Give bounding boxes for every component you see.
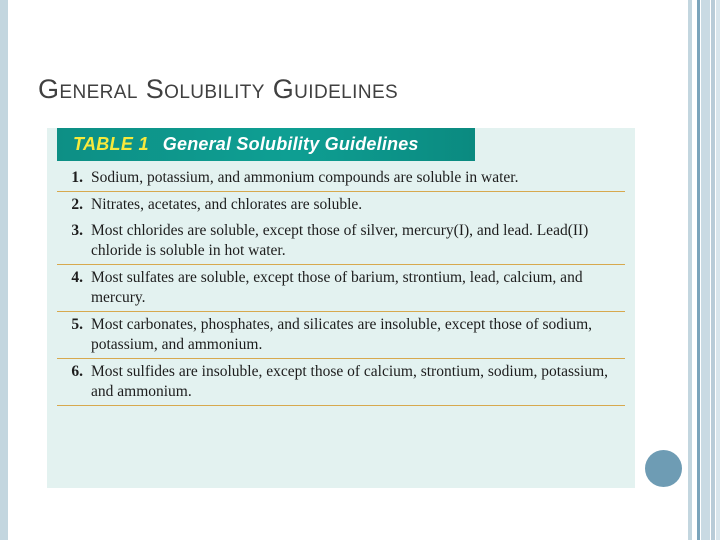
table-number-label: TABLE 1 <box>73 134 149 154</box>
row-number: 5. <box>71 316 83 333</box>
row-number: 6. <box>71 363 83 380</box>
table-body <box>57 165 625 406</box>
row-text: Most sulfates are soluble, except those of barium, strontium, lead, calcium, and mercury. <box>91 269 583 306</box>
row-number: 4. <box>71 269 83 286</box>
row-number: 3. <box>71 222 83 239</box>
row-text: Nitrates, acetates, and chlorates are soluble. <box>91 196 363 213</box>
table-row <box>57 192 625 218</box>
decorative-stripe-right-3 <box>701 0 710 540</box>
table-row <box>57 265 625 312</box>
slide-title: General Solubility Guidelines <box>38 74 399 104</box>
table-row <box>57 218 625 265</box>
row-text: Most sulfides are insoluble, except those of calcium, strontium, sodium, potassium, and ammonium. <box>91 363 609 400</box>
table-header-bar <box>57 128 475 161</box>
table-row <box>57 165 625 192</box>
table-row <box>57 359 625 406</box>
solubility-table <box>47 128 635 488</box>
table-row <box>57 312 625 359</box>
row-number: 2. <box>71 196 83 213</box>
decorative-stripe-right-5 <box>716 0 720 540</box>
decorative-corner-circle <box>645 450 682 487</box>
row-text: Most chlorides are soluble, except those of silver, mercury(I), and lead. Lead(II) chloride is soluble in hot water. <box>91 222 589 259</box>
row-number: 1. <box>71 169 83 186</box>
decorative-stripe-right-4 <box>711 0 715 540</box>
row-text: Sodium, potassium, and ammonium compounds are soluble in water. <box>91 169 519 186</box>
row-text: Most carbonates, phosphates, and silicates are insoluble, except those of sodium, potassium, and ammonium. <box>91 316 593 353</box>
decorative-stripe-right-1 <box>688 0 692 540</box>
decorative-stripe-left <box>0 0 8 540</box>
table-caption: General Solubility Guidelines <box>162 134 419 154</box>
decorative-stripe-right-2 <box>697 0 700 540</box>
